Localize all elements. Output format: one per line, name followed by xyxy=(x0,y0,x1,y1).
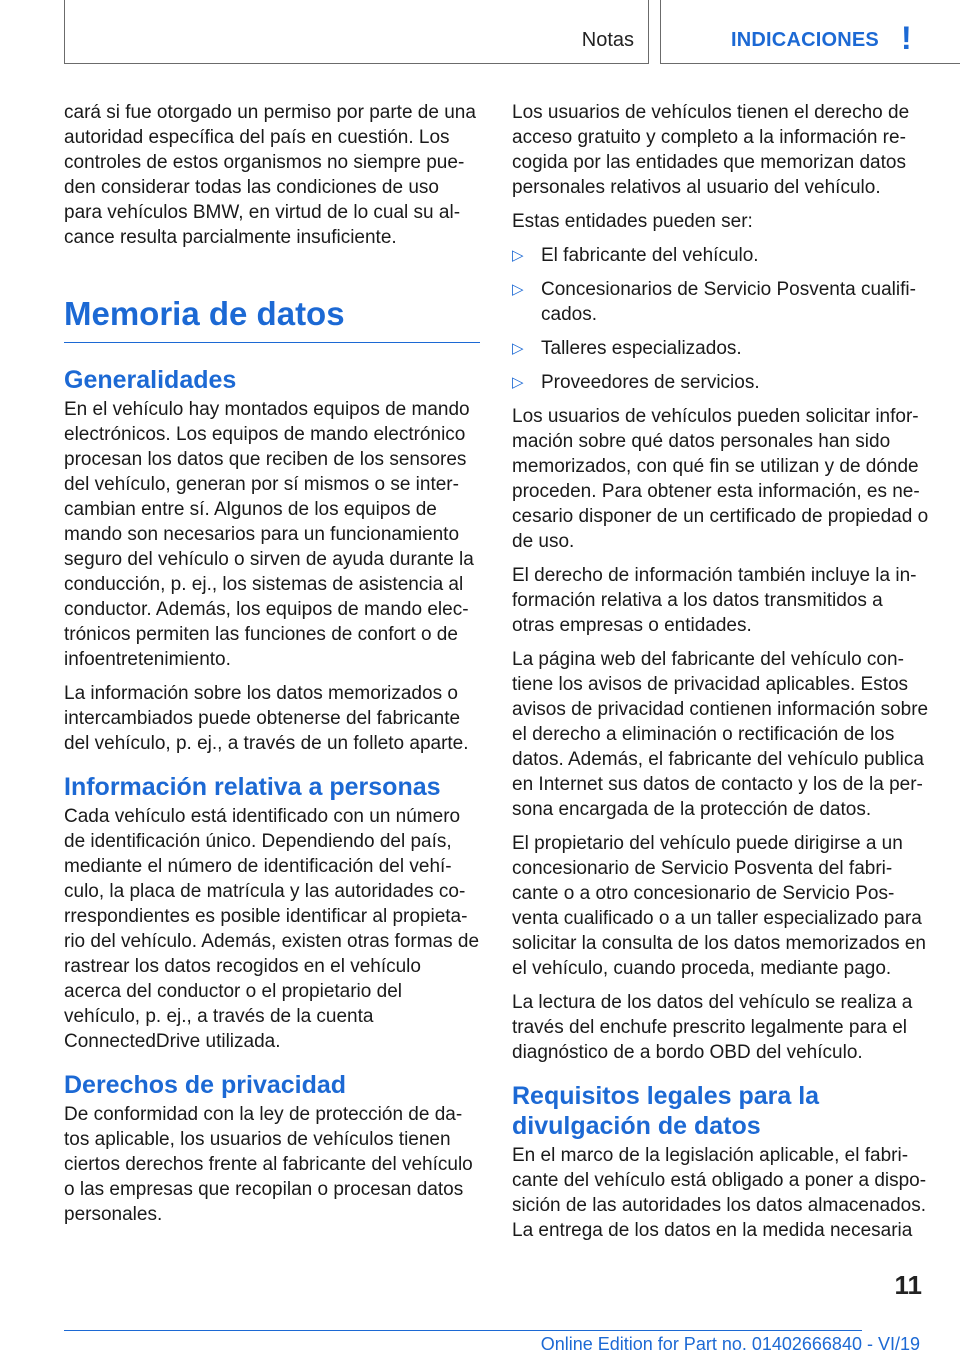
section-heading-memoria: Memoria de datos xyxy=(64,294,480,343)
header-chapter-box xyxy=(660,0,960,64)
triangle-bullet-icon: ▷ xyxy=(512,374,524,391)
footer-divider xyxy=(64,1330,862,1331)
paragraph: La información sobre los datos memorizados o intercambiados puede obtenerse del fabricante del vehículo, p. ej., a través de un folleto aparte. xyxy=(64,683,469,754)
list-item: ▷ El fabricante del vehículo. xyxy=(512,245,759,266)
list-item: ▷ Concesionarios de Servicio Posventa cualificados. xyxy=(512,279,916,325)
paragraph: El propietario del vehículo puede dirigirse a un concesionario de Servicio Posventa del fabricante o a otro concesionario de Servicio Posventa cualificado o a un taller especializado para solicitar la consulta de los datos memorizados en el vehículo, cuando proceda, mediante pago. xyxy=(512,833,926,979)
paragraph: Los usuarios de vehículos pueden solicitar información sobre qué datos personales han sido memorizados, con qué fin se utilizan y de dónde proceden. Para obtener esta información, es necesario disponer de un certificado de propiedad o de uso. xyxy=(512,406,929,552)
paragraph: En el vehículo hay montados equipos de mando electrónicos. Los equipos de mando electrónico procesan los datos que reciben de los sensores del vehículo, generan por sí mismos o se intercambian entre sí. Algunos de los equipos de mando son necesarios para un funcionamiento seguro del vehículo o sirven de ayuda durante la conducción, p. ej., los sistemas de asistencia al conductor. Además, los equipos de mando electrónicos permiten las funciones de confort o de infoentretenimiento. xyxy=(64,399,474,670)
subheading-requisitos: Requisitos legales para la divulgación de datos xyxy=(512,1082,820,1140)
header-section-box xyxy=(64,0,649,64)
footer-edition: Online Edition for Part no. 01402666840 - VI/19 xyxy=(540,1334,920,1354)
paragraph: En el marco de la legislación aplicable, el fabricante del vehículo está obligado a poner a disposición de las autoridades los datos almacenados. La entrega de los datos en la medida necesaria xyxy=(512,1145,927,1241)
paragraph: La página web del fabricante del vehículo contiene los avisos de privacidad aplicables. Estos avisos de privacidad contienen información sobre el derecho a eliminación o rectificación de los datos. Además, el fabricante del vehículo publica en Internet sus datos de contacto y los de la persona encargada de la protección de datos. xyxy=(512,649,929,820)
intro-paragraph: cará si fue otorgado un permiso por parte de una autoridad específica del país en cuestión. Los controles de estos organismos no siempre pueden considerar todas las condiciones de uso para vehículos BMW, en virtud de lo cual su alcance resulta parcialmente insuficiente. xyxy=(64,102,476,248)
header-section-title: Notas xyxy=(581,29,634,51)
triangle-bullet-icon: ▷ xyxy=(512,281,524,298)
left-column xyxy=(64,100,480,1236)
paragraph: Estas entidades pueden ser: xyxy=(512,211,753,232)
triangle-bullet-icon: ▷ xyxy=(512,247,524,264)
right-column xyxy=(512,100,930,1252)
page-number: 11 xyxy=(894,1270,922,1300)
subheading-personas: Información relativa a personas xyxy=(64,773,441,801)
paragraph: La lectura de los datos del vehículo se realiza a través del enchufe prescrito legalmente para el diagnóstico de a bordo OBD del vehículo. xyxy=(512,992,913,1063)
paragraph: Los usuarios de vehículos tienen el derecho de acceso gratuito y completo a la información recogida por las entidades que memorizan datos personales relativos al usuario del vehículo. xyxy=(512,102,910,198)
subheading-privacidad: Derechos de privacidad xyxy=(64,1071,347,1099)
paragraph: De conformidad con la ley de protección de datos aplicable, los usuarios de vehículos tienen ciertos derechos frente al fabricante del vehículo o las empresas que recopilan o procesan datos personales. xyxy=(64,1104,473,1225)
header-chapter-title: INDICACIONES xyxy=(731,29,879,51)
subheading-generalidades: Generalidades xyxy=(64,366,237,394)
list-item: ▷ Talleres especializados. xyxy=(512,338,742,359)
entity-list xyxy=(512,243,930,395)
list-item: ▷ Proveedores de servicios. xyxy=(512,372,760,393)
triangle-bullet-icon: ▷ xyxy=(512,340,524,357)
paragraph: Cada vehículo está identificado con un número de identificación único. Dependiendo del país, mediante el número de identificación del vehículo, la placa de matrícula y las autoridades correspondientes es posible identificar al propietario del vehículo. Además, existen otras formas de rastrear los datos recogidos en el vehículo acerca del conductor o el propietario del vehículo, p. ej., a través de la cuenta ConnectedDrive utilizada. xyxy=(64,806,480,1052)
exclamation-icon: ! xyxy=(901,20,912,56)
paragraph: El derecho de información también incluye la información relativa a los datos transmitidos a otras empresas o entidades. xyxy=(512,565,917,636)
